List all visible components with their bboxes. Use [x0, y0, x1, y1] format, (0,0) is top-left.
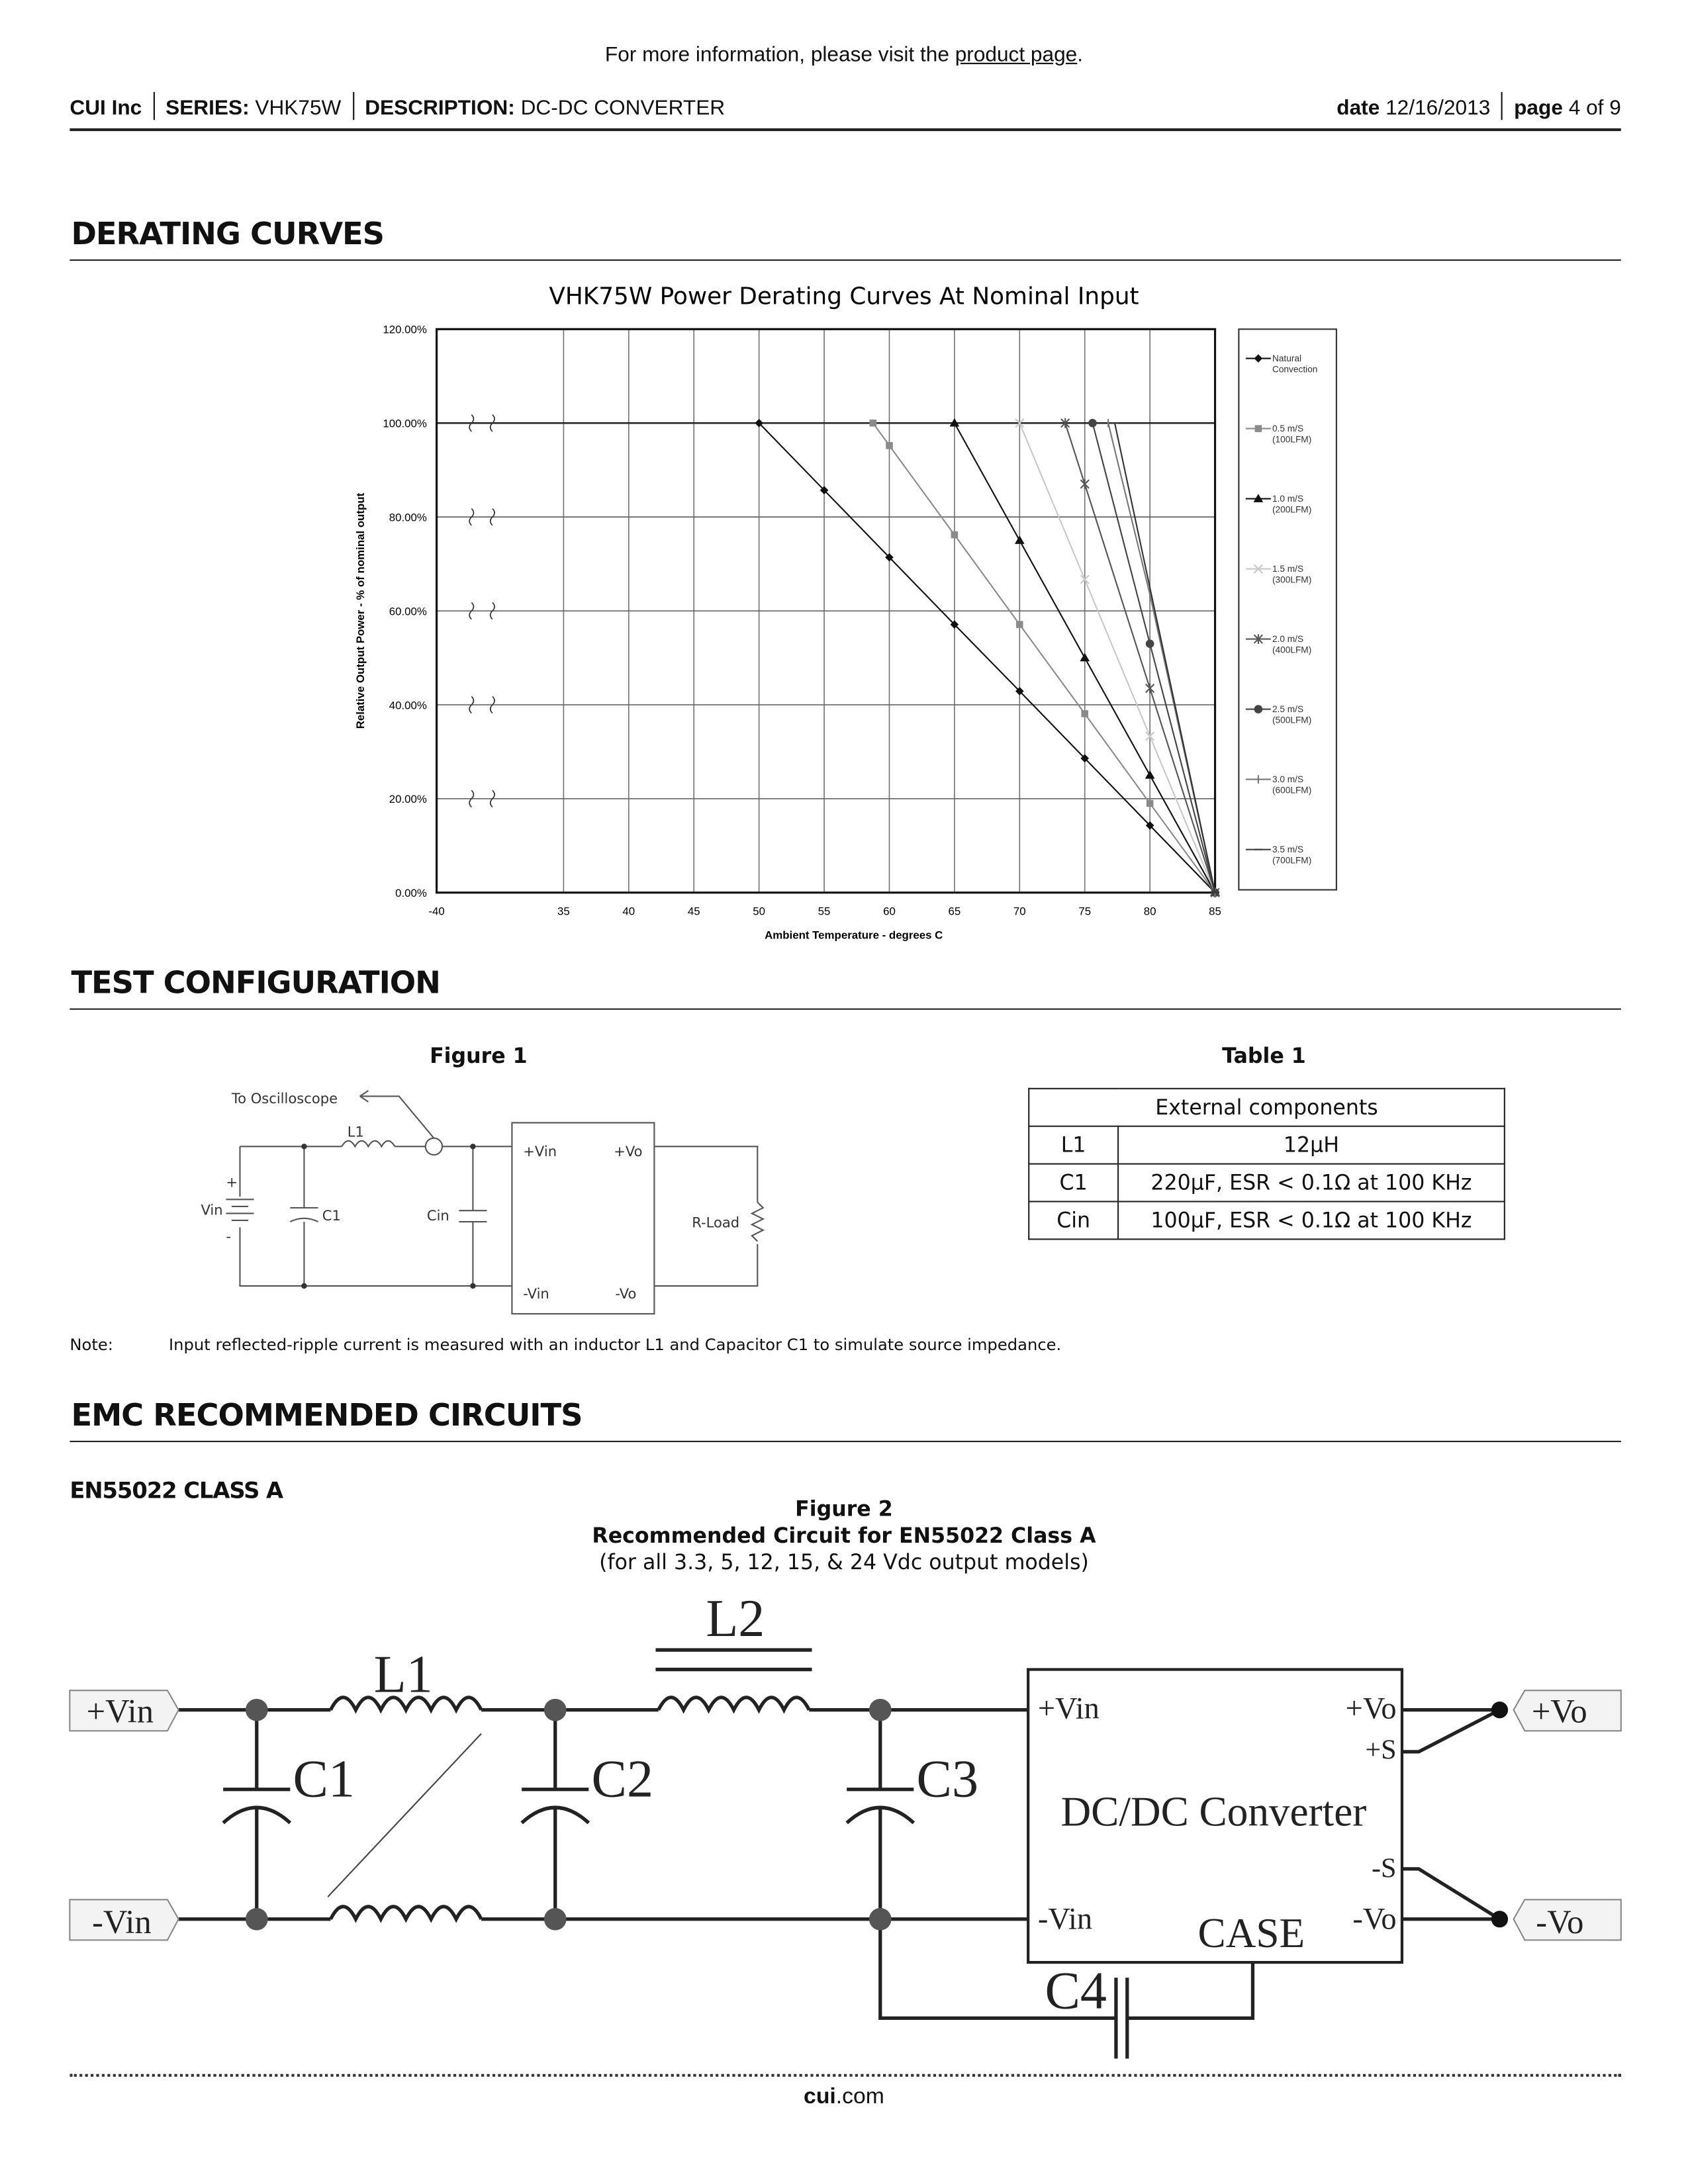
input-plus-label: +Vin	[86, 1692, 154, 1730]
oscilloscope-label: To Oscilloscope	[231, 1089, 338, 1107]
legend-sublabel: (700LFM)	[1272, 855, 1312, 866]
data-point	[1145, 770, 1155, 779]
pin-vin-minus: -Vin	[523, 1285, 549, 1302]
data-point	[1088, 419, 1097, 428]
cin-label: Cin	[426, 1206, 449, 1224]
section-rule	[70, 1441, 1620, 1442]
legend-label: 1.5 m/S	[1272, 563, 1304, 574]
header-rule	[70, 128, 1620, 131]
table-row	[1029, 1202, 1505, 1240]
x-tick-label: 70	[1013, 905, 1026, 918]
y-axis-label: Relative Output Power - % of nominal output	[354, 492, 367, 729]
x-tick-label: 80	[1143, 905, 1156, 918]
table-header: External components	[1029, 1089, 1505, 1126]
x-tick-label: -40	[428, 905, 445, 918]
x-axis-label: Ambient Temperature - degrees C	[765, 929, 943, 942]
capacitor-c4	[1116, 1978, 1127, 2058]
series-label: SERIES:	[165, 96, 250, 120]
y-tick-label: 120.00%	[383, 323, 427, 336]
note-text: Input reflected-ripple current is measured with an inductor L1 and Capacitor C1 to simulate source impedance.	[168, 1334, 1062, 1355]
header-right	[1336, 92, 1621, 120]
top-note-suffix: .	[1077, 43, 1084, 68]
inductor-l1-bottom	[330, 1907, 481, 1919]
y-tick-label: 60.00%	[389, 605, 427, 618]
pin-vin-minus: -Vin	[1037, 1902, 1093, 1936]
l1-label: L1	[373, 1645, 433, 1704]
section-rule	[70, 259, 1620, 261]
figure2-subtitle: Recommended Circuit for EN55022 Class A	[592, 1523, 1096, 1549]
table-cell-part: Cin	[1029, 1202, 1118, 1240]
y-tick-label: 0.00%	[395, 887, 427, 900]
c4-label: C4	[1045, 1962, 1107, 2021]
series-line	[1108, 423, 1215, 892]
section-title-emc: EMC RECOMMENDED CIRCUITS	[71, 1398, 583, 1434]
table-cell-part: L1	[1029, 1126, 1118, 1164]
legend-sublabel: (600LFM)	[1272, 785, 1312, 796]
product-page-link[interactable]: product page	[955, 43, 1078, 68]
c2-label: C2	[591, 1750, 653, 1809]
data-point	[1015, 535, 1025, 544]
series-3	[1015, 419, 1219, 897]
section-title-derating: DERATING CURVES	[71, 217, 385, 253]
legend-box	[1239, 329, 1336, 889]
page-label: page	[1514, 96, 1563, 120]
l2-label: L2	[706, 1589, 765, 1648]
x-tick-label: 55	[818, 905, 831, 918]
top-note-text: For more information, please visit the	[604, 43, 955, 68]
legend-label: 3.0 m/S	[1272, 774, 1304, 784]
data-point	[1146, 684, 1154, 694]
section-title-test: TEST CONFIGURATION	[71, 966, 440, 1002]
x-tick-label: 35	[557, 905, 570, 918]
table-cell-part: C1	[1029, 1164, 1118, 1202]
note-label: Note:	[70, 1334, 113, 1355]
x-tick-label: 45	[687, 905, 700, 918]
l1-label: L1	[347, 1123, 364, 1140]
data-point	[870, 420, 877, 427]
derating-chart	[0, 265, 1688, 962]
table-cell-value: 220μF, ESR < 0.1Ω at 100 KHz	[1118, 1164, 1505, 1202]
table-row	[1029, 1126, 1505, 1164]
description-value: DC-DC CONVERTER	[520, 96, 726, 120]
series-line	[1093, 423, 1215, 892]
emc-circuit-diagram	[0, 1576, 1688, 2078]
data-point	[1255, 425, 1262, 432]
page-value: 4 of 9	[1568, 96, 1621, 120]
header-left	[70, 92, 725, 120]
plus-label: +	[226, 1173, 238, 1191]
series-6	[1108, 419, 1215, 897]
data-point	[1254, 705, 1263, 713]
date-value: 12/16/2013	[1385, 96, 1491, 120]
legend-label: 3.5 m/S	[1272, 844, 1304, 854]
data-point	[1146, 639, 1154, 648]
test-circuit-diagram	[0, 1074, 837, 1325]
output-plus-label: +Vo	[1531, 1692, 1587, 1730]
footer-brand-bold: cui	[804, 2085, 836, 2109]
legend-sublabel: (400LFM)	[1272, 645, 1312, 655]
divider	[1501, 92, 1503, 120]
figure1-title: Figure 1	[430, 1043, 528, 1069]
table-cell-value: 100μF, ESR < 0.1Ω at 100 KHz	[1118, 1202, 1505, 1240]
l2-core	[655, 1650, 812, 1670]
external-components-table	[1028, 1088, 1505, 1240]
pin-vin-plus: +Vin	[523, 1143, 557, 1160]
date-label: date	[1336, 96, 1380, 120]
legend-label: 0.5 m/S	[1272, 423, 1304, 433]
series-line	[1115, 423, 1215, 892]
emc-subheading: EN55022 CLASS A	[70, 1477, 283, 1504]
y-tick-label: 20.00%	[389, 793, 427, 806]
inductor-l2	[659, 1698, 810, 1710]
pin-s-plus: +S	[1365, 1734, 1397, 1766]
inductor-l1	[342, 1141, 395, 1146]
x-tick-label: 85	[1209, 905, 1221, 918]
divider	[352, 92, 353, 120]
footer-brand-rest: .com	[835, 2085, 884, 2109]
y-tick-label: 100.00%	[383, 417, 427, 430]
legend-label: Natural	[1272, 353, 1302, 363]
section-rule	[70, 1009, 1620, 1010]
c1-label: C1	[322, 1206, 341, 1224]
description-label: DESCRIPTION:	[365, 96, 515, 120]
figure2-note: (for all 3.3, 5, 12, 15, & 24 Vdc output models)	[599, 1549, 1089, 1575]
legend-label: 2.0 m/S	[1272, 633, 1304, 644]
company-name: CUI Inc	[70, 96, 142, 120]
legend-sublabel: (300LFM)	[1272, 574, 1312, 585]
footer-brand	[0, 2085, 1688, 2111]
x-tick-label: 50	[753, 905, 766, 918]
case-label: CASE	[1197, 1909, 1305, 1956]
data-point	[1016, 621, 1023, 628]
series-1	[870, 420, 1219, 896]
legend-label: 2.5 m/S	[1272, 704, 1304, 714]
table1-title: Table 1	[1222, 1043, 1306, 1069]
minus-label: -	[226, 1228, 232, 1245]
c1-label: C1	[293, 1750, 355, 1809]
pin-vo-minus: -Vo	[1352, 1902, 1397, 1936]
pin-vo-minus: -Vo	[615, 1285, 637, 1302]
current-probe	[426, 1138, 442, 1155]
x-tick-label: 65	[948, 905, 961, 918]
table-row	[1029, 1164, 1505, 1202]
rload-label: R-Load	[692, 1214, 740, 1231]
y-tick-label: 80.00%	[389, 511, 427, 524]
footer-rule	[70, 2074, 1620, 2077]
figure2-title: Figure 2	[795, 1496, 893, 1522]
series-line	[1019, 423, 1215, 892]
y-tick-label: 40.00%	[389, 699, 427, 712]
legend-label: 1.0 m/S	[1272, 493, 1304, 504]
data-point	[886, 442, 893, 449]
series-line	[1065, 423, 1215, 892]
pin-s-minus: -S	[1372, 1852, 1397, 1884]
vin-label: Vin	[201, 1201, 223, 1218]
x-tick-label: 40	[622, 905, 635, 918]
data-point	[1080, 479, 1089, 489]
data-point	[1080, 653, 1090, 662]
divider	[153, 92, 154, 120]
series-7	[1111, 423, 1219, 892]
pin-vin-plus: +Vin	[1037, 1692, 1100, 1726]
x-tick-label: 60	[883, 905, 896, 918]
figure2-caption	[0, 1496, 1688, 1576]
c3-label: C3	[916, 1750, 979, 1809]
converter-title: DC/DC Converter	[1060, 1788, 1367, 1835]
series-line	[759, 423, 1215, 892]
legend-sublabel: (100LFM)	[1272, 434, 1312, 445]
legend-sublabel: (200LFM)	[1272, 504, 1312, 515]
data-point	[1147, 800, 1154, 807]
table-cell-value: 12μH	[1118, 1126, 1505, 1164]
input-minus-label: -Vin	[92, 1903, 152, 1940]
pin-vo-plus: +Vo	[1345, 1692, 1397, 1726]
series-value: VHK75W	[255, 96, 342, 120]
x-tick-label: 75	[1078, 905, 1092, 918]
legend-sublabel: (500LFM)	[1272, 715, 1312, 725]
chart-title: VHK75W Power Derating Curves At Nominal Input	[549, 283, 1139, 310]
output-minus-label: -Vo	[1536, 1903, 1584, 1940]
top-note	[0, 43, 1688, 67]
data-point	[951, 531, 959, 539]
legend-sublabel: Convection	[1272, 364, 1318, 375]
data-point	[1081, 710, 1088, 717]
pin-vo-plus: +Vo	[614, 1143, 643, 1160]
